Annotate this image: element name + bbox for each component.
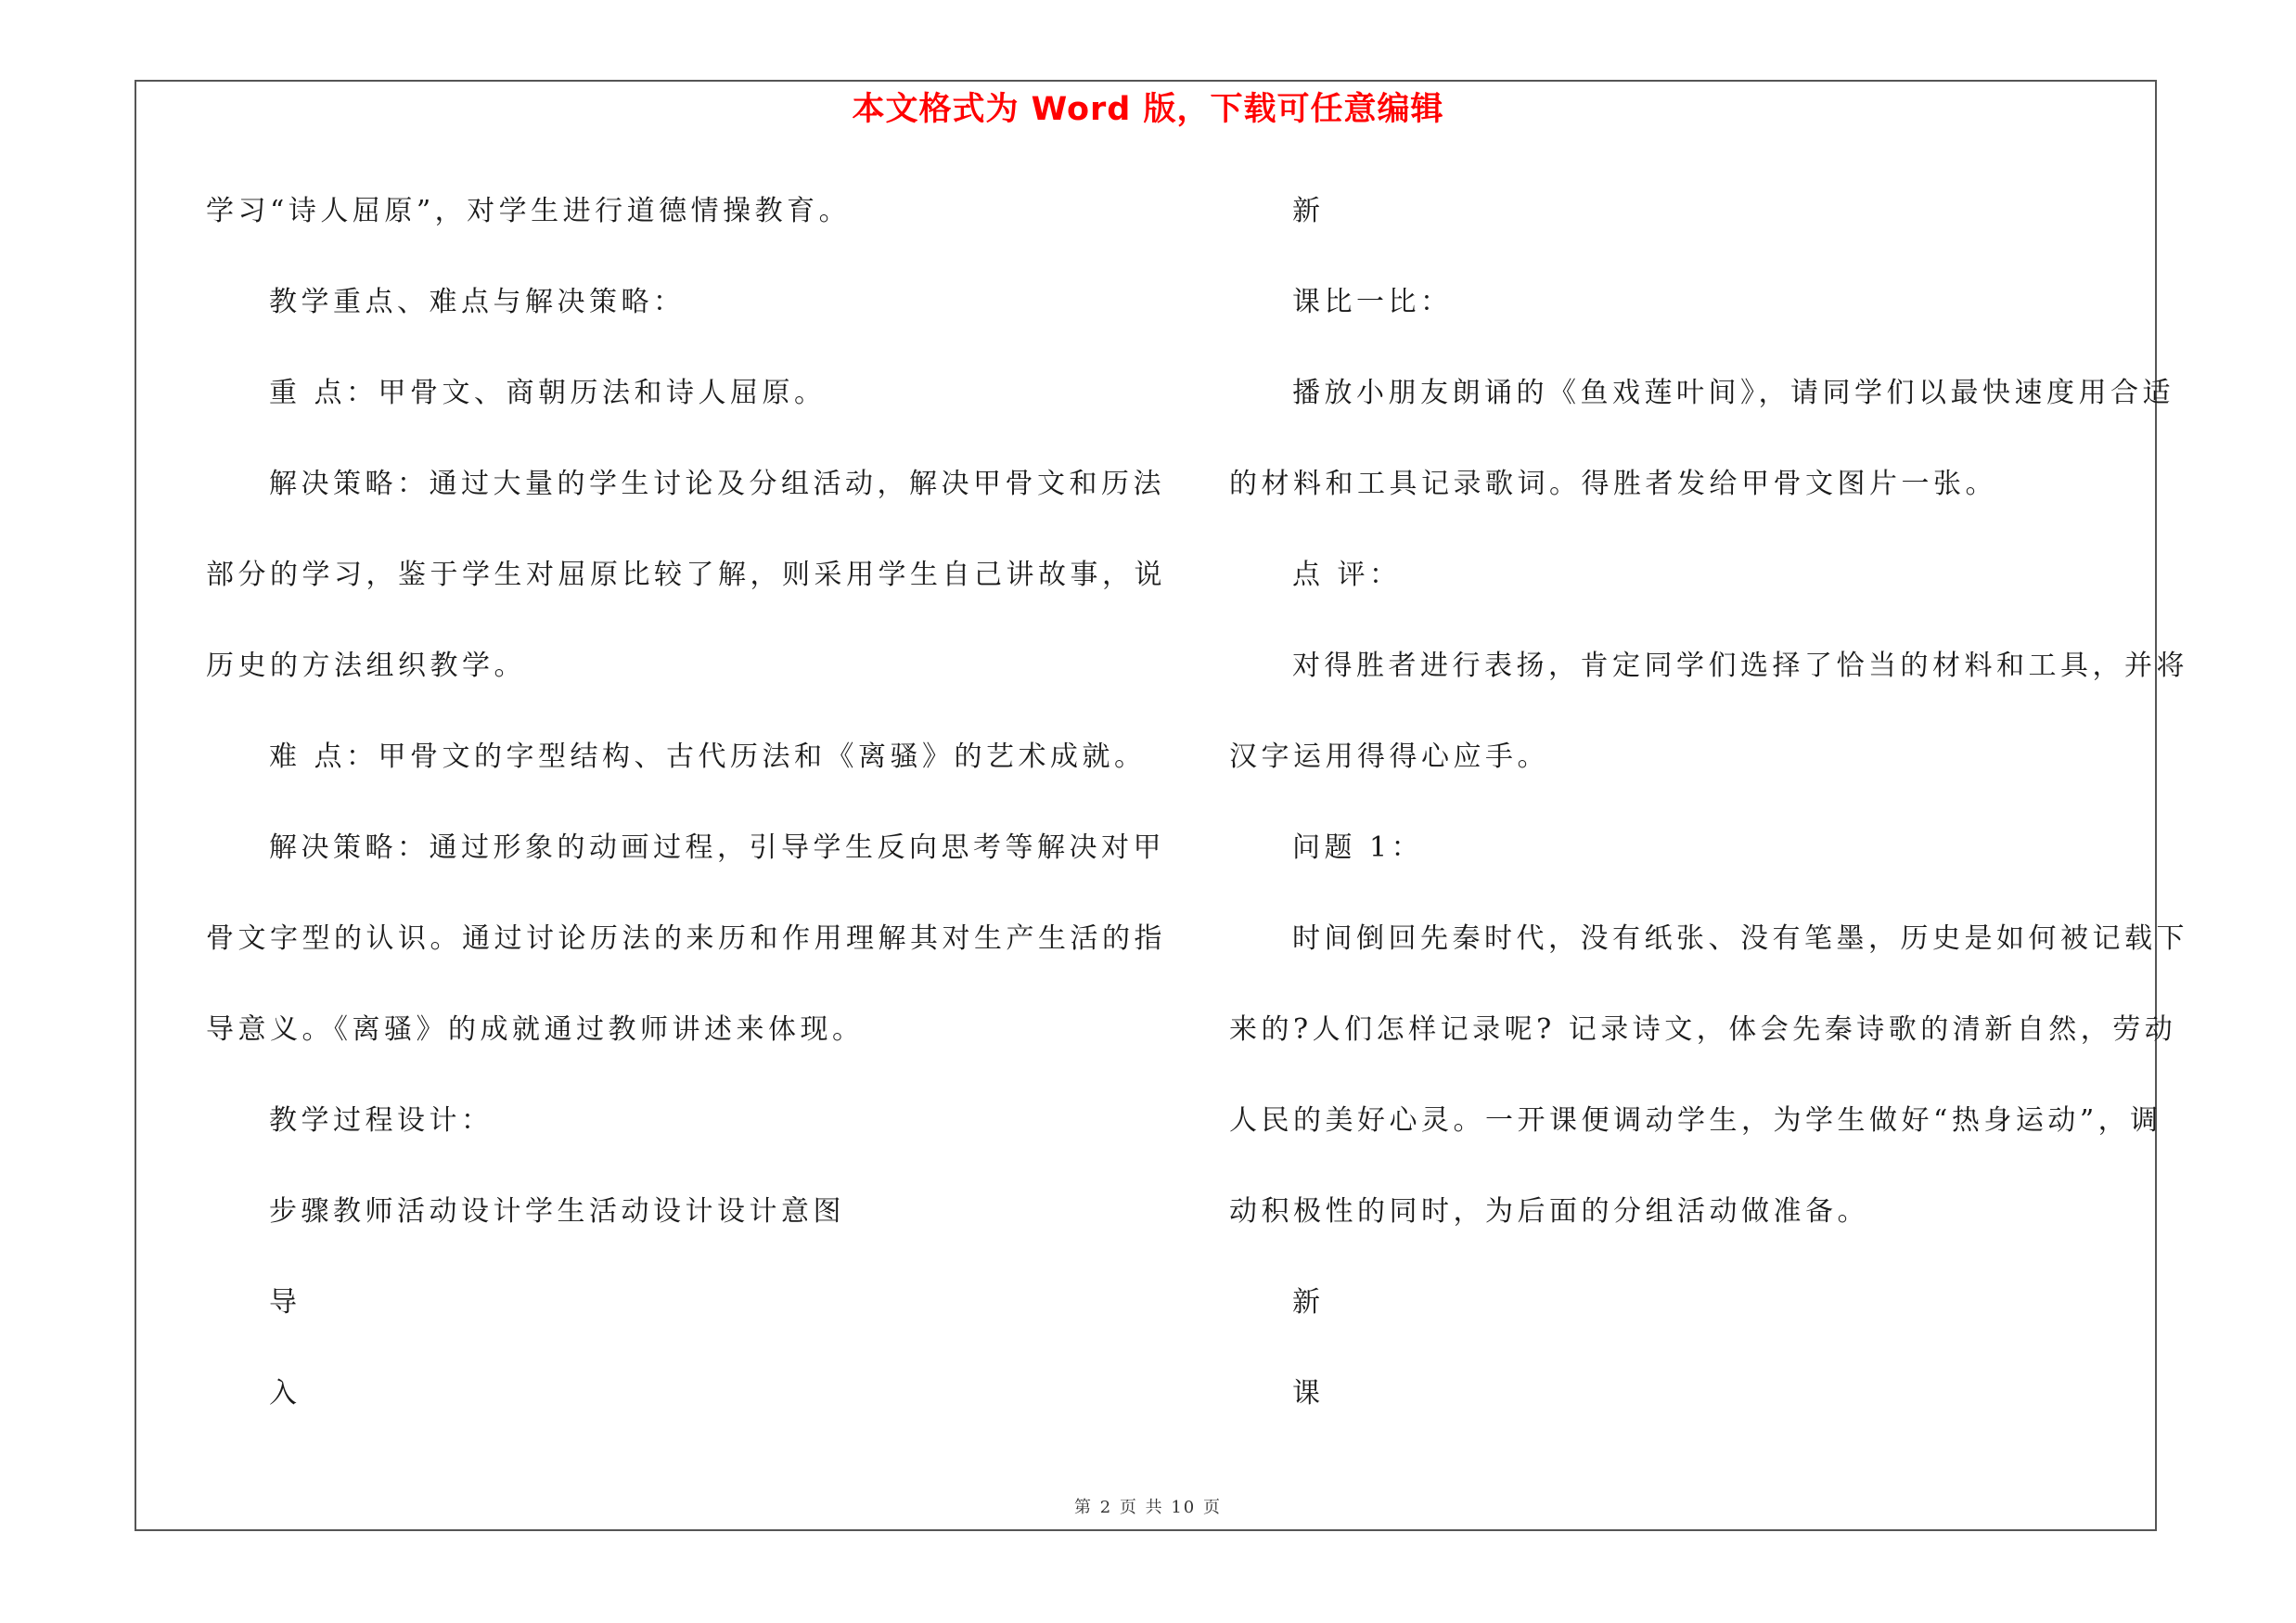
left-text-column: [206, 184, 1166, 1457]
page-number-footer: 第 2 页 共 10 页: [1074, 1498, 1222, 1517]
right-paragraph: 新: [1292, 195, 1325, 227]
right-text-column: [1229, 184, 2188, 1457]
right-paragraph: 课: [1292, 1377, 1325, 1410]
left-paragraph: 教学重点、难点与解决策略：: [269, 286, 686, 318]
left-paragraph: 解决策略：通过大量的学生讨论及分组活动，解决甲骨文和历法: [269, 468, 1165, 500]
right-paragraph: 对得胜者进行表扬，肯定同学们选择了恰当的材料和工具，并将: [1292, 650, 2188, 682]
right-paragraph: 点 评：: [1292, 559, 1402, 591]
left-paragraph: 学习“诗人屈原”，对学生进行道德情操教育。: [206, 195, 852, 227]
left-paragraph: 历史的方法组织教学。: [206, 650, 526, 682]
left-paragraph: 教学过程设计：: [269, 1104, 494, 1137]
right-paragraph: 动积极性的同时，为后面的分组活动做准备。: [1229, 1195, 1869, 1228]
right-paragraph: 课比一比：: [1292, 286, 1453, 318]
right-paragraph: 问题 1：: [1292, 831, 1424, 864]
right-paragraph: 人民的美好心灵。一开课便调动学生，为学生做好“热身运动”，调: [1229, 1104, 2162, 1137]
right-paragraph: 来的?人们怎样记录呢? 记录诗文，体会先秦诗歌的清新自然，劳动: [1229, 1013, 2177, 1046]
left-paragraph: 步骤教师活动设计学生活动设计设计意图: [269, 1195, 845, 1228]
right-paragraph: 时间倒回先秦时代，没有纸张、没有笔墨，历史是如何被记载下: [1292, 922, 2188, 955]
right-paragraph: 新: [1292, 1286, 1325, 1319]
left-paragraph: 骨文字型的认识。通过讨论历法的来历和作用理解其对生产生活的指: [206, 922, 1166, 955]
left-paragraph: 部分的学习，鉴于学生对屈原比较了解，则采用学生自己讲故事，说: [206, 559, 1166, 591]
left-paragraph: 入: [269, 1377, 301, 1410]
left-paragraph: 难 点：甲骨文的字型结构、古代历法和《离骚》的艺术成就。: [269, 741, 1147, 773]
left-paragraph: 重 点：甲骨文、商朝历法和诗人屈原。: [269, 377, 827, 409]
right-paragraph: 的材料和工具记录歌词。得胜者发给甲骨文图片一张。: [1229, 468, 1997, 500]
left-paragraph: 导: [269, 1286, 301, 1319]
format-notice-banner: 本文格式为 Word 版，下载可任意编辑: [852, 91, 1444, 128]
right-paragraph: 汉字运用得得心应手。: [1229, 741, 1549, 773]
right-paragraph: 播放小朋友朗诵的《鱼戏莲叶间》，请同学们以最快速度用合适: [1292, 377, 2174, 409]
left-paragraph: 解决策略：通过形象的动画过程，引导学生反向思考等解决对甲: [269, 831, 1165, 864]
left-paragraph: 导意义。《离骚》的成就通过教师讲述来体现。: [206, 1013, 865, 1046]
